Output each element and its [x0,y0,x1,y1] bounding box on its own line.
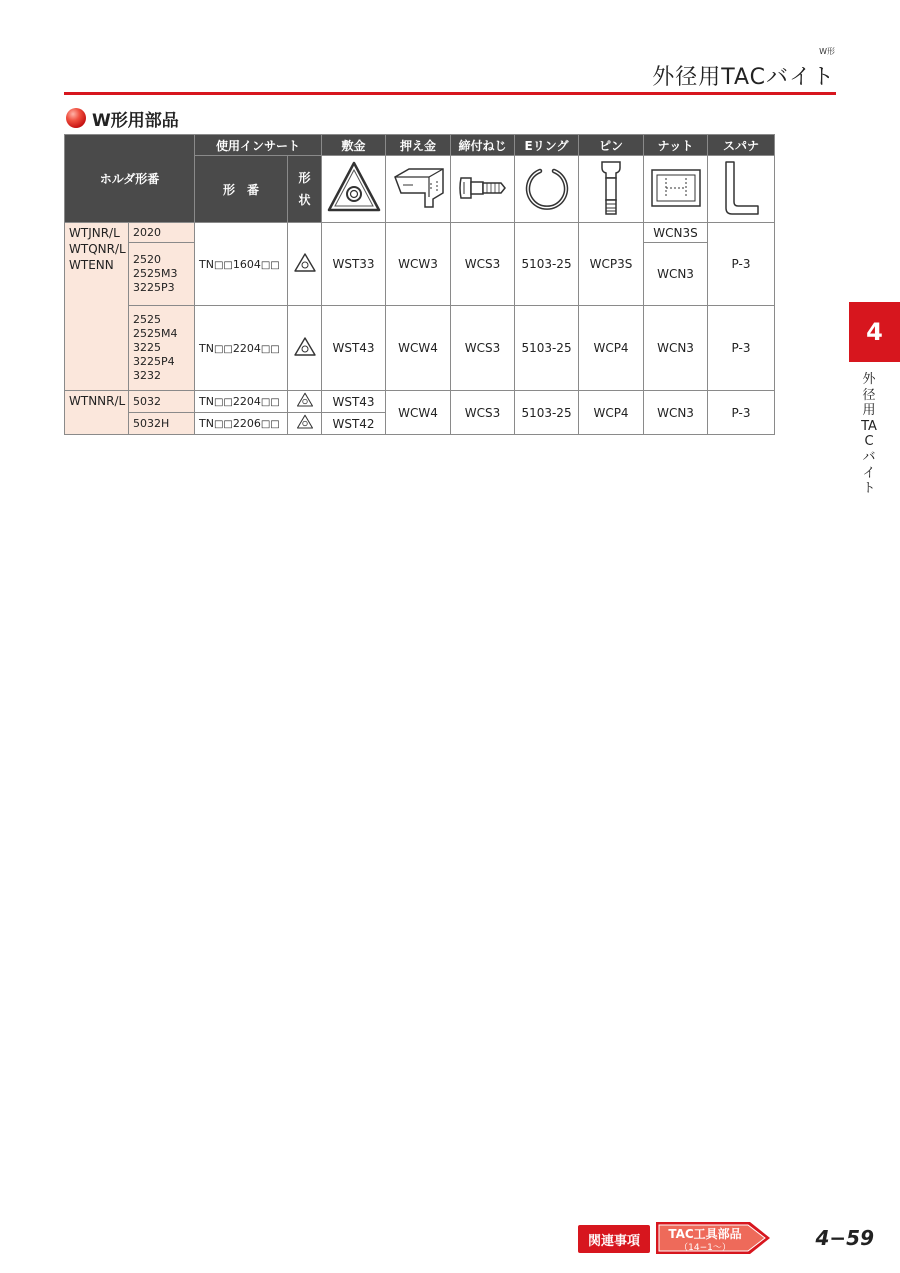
nut-cell: WCN3 [644,243,708,306]
spanner-cell: P-3 [708,223,775,306]
chapter-tab[interactable]: 4 [849,302,900,362]
holder-name: WTJNR/L [69,226,120,240]
pin-cell: WCP4 [579,306,644,391]
col-header-holder: ホルダ形番 [65,135,195,223]
col-header-insert-model: 形 番 [195,156,288,223]
ering-cell: 5103-25 [515,223,579,306]
nut-icon [648,164,704,212]
red-ball-icon [66,108,86,128]
header-rule [64,92,836,95]
tac-parts-title: TAC工具部品 [668,1227,742,1241]
clamp-cell: WCW4 [386,391,451,435]
section-heading [66,106,179,130]
e-ring-icon [522,163,572,213]
insert-boxes: □□ [260,397,280,408]
pin-image [579,156,644,223]
size-cell [129,306,195,391]
size-cell: 2020 [129,223,195,243]
insert-model-cell [195,391,288,413]
insert-boxes: □□ [213,397,233,408]
col-header-shim: 敷金 [322,135,386,156]
shim-cell: WST33 [322,223,386,306]
col-header-clamp: 押え金 [386,135,451,156]
holder-cell-a [65,223,129,391]
page-number: 4−59 [815,1226,874,1250]
size-cell [129,243,195,306]
insert-shape-cell [288,306,322,391]
clamp-image [386,156,451,223]
size-value: 2525 [133,313,161,326]
insert-boxes: □□ [213,419,233,430]
size-value: 3225P3 [133,281,175,294]
size-cell: 5032H [129,413,195,435]
nut-cell: WCN3S [644,223,708,243]
size-value: 3225P4 [133,355,175,368]
size-value: 3232 [133,369,161,382]
screw-image [451,156,515,223]
shim-cell: WST43 [322,391,386,413]
insert-prefix: TN [199,395,214,408]
chapter-side-label: 外径用TACバイト [861,372,877,497]
triangle-insert-icon [296,391,314,409]
shim-icon [326,160,382,216]
size-value: 2520 [133,253,161,266]
pin-cell: WCP4 [579,391,644,435]
size-cell: 5032 [129,391,195,413]
insert-prefix: TN [199,341,214,355]
insert-prefix: TN [199,417,214,430]
pin-icon [596,158,626,218]
shim-cell: WST42 [322,413,386,435]
clamp-icon [389,163,447,213]
related-items-button[interactable]: 関連事項 [578,1225,650,1253]
insert-code: 2206 [232,417,261,430]
insert-shape-cell [288,391,322,413]
col-header-insert-shape: 形状 [288,156,322,223]
tac-parts-link[interactable] [656,1222,772,1254]
col-header-nut: ナット [644,135,708,156]
insert-prefix: TN [199,257,214,271]
clamp-cell: WCW4 [386,306,451,391]
triangle-insert-icon [293,335,317,359]
insert-shape-cell [288,223,322,306]
shim-cell: WST43 [322,306,386,391]
header-small-label: W形 [819,47,835,56]
size-value: 2525M3 [133,267,178,280]
holder-cell-b [65,391,129,435]
triangle-insert-icon [296,413,314,431]
col-header-ering: Eリング [515,135,579,156]
ering-cell: 5103-25 [515,306,579,391]
insert-shape-cell [288,413,322,435]
size-value: 3225 [133,341,161,354]
screw-icon [455,168,511,208]
insert-boxes: □□ [260,419,280,430]
spanner-cell: P-3 [708,391,775,435]
col-header-screw: 締付ねじ [451,135,515,156]
col-header-pin: ピン [579,135,644,156]
insert-boxes: □□ [213,343,233,355]
insert-model-cell [195,223,288,306]
clamp-cell: WCW3 [386,223,451,306]
parts-table [64,134,775,435]
screw-cell: WCS3 [451,223,515,306]
insert-model-cell [195,306,288,391]
spanner-image [708,156,775,223]
insert-boxes: □□ [260,259,280,271]
nut-cell: WCN3 [644,391,708,435]
screw-cell: WCS3 [451,391,515,435]
insert-boxes: □□ [260,343,280,355]
size-value: 2525M4 [133,327,178,340]
ering-cell: 5103-25 [515,391,579,435]
insert-model-cell [195,413,288,435]
spanner-cell: P-3 [708,306,775,391]
ering-image [515,156,579,223]
holder-name: WTENN [69,258,114,272]
hex-key-icon [718,158,764,218]
insert-code: 1604 [232,257,261,271]
triangle-insert-icon [293,251,317,275]
section-title: W形用部品 [92,110,179,131]
tac-parts-sub: （14−1〜） [679,1243,731,1253]
shim-image [322,156,386,223]
nut-cell: WCN3 [644,306,708,391]
insert-code: 2204 [232,395,261,408]
nut-image [644,156,708,223]
col-header-spanner: スパナ [708,135,775,156]
insert-boxes: □□ [213,259,233,271]
pin-cell: WCP3S [579,223,644,306]
insert-code: 2204 [232,341,261,355]
screw-cell: WCS3 [451,306,515,391]
col-header-insert-group: 使用インサート [195,135,322,156]
holder-name: WTQNR/L [69,242,126,256]
page-title: 外径用TACバイト [652,65,835,90]
holder-name: WTNNR/L [69,394,126,408]
